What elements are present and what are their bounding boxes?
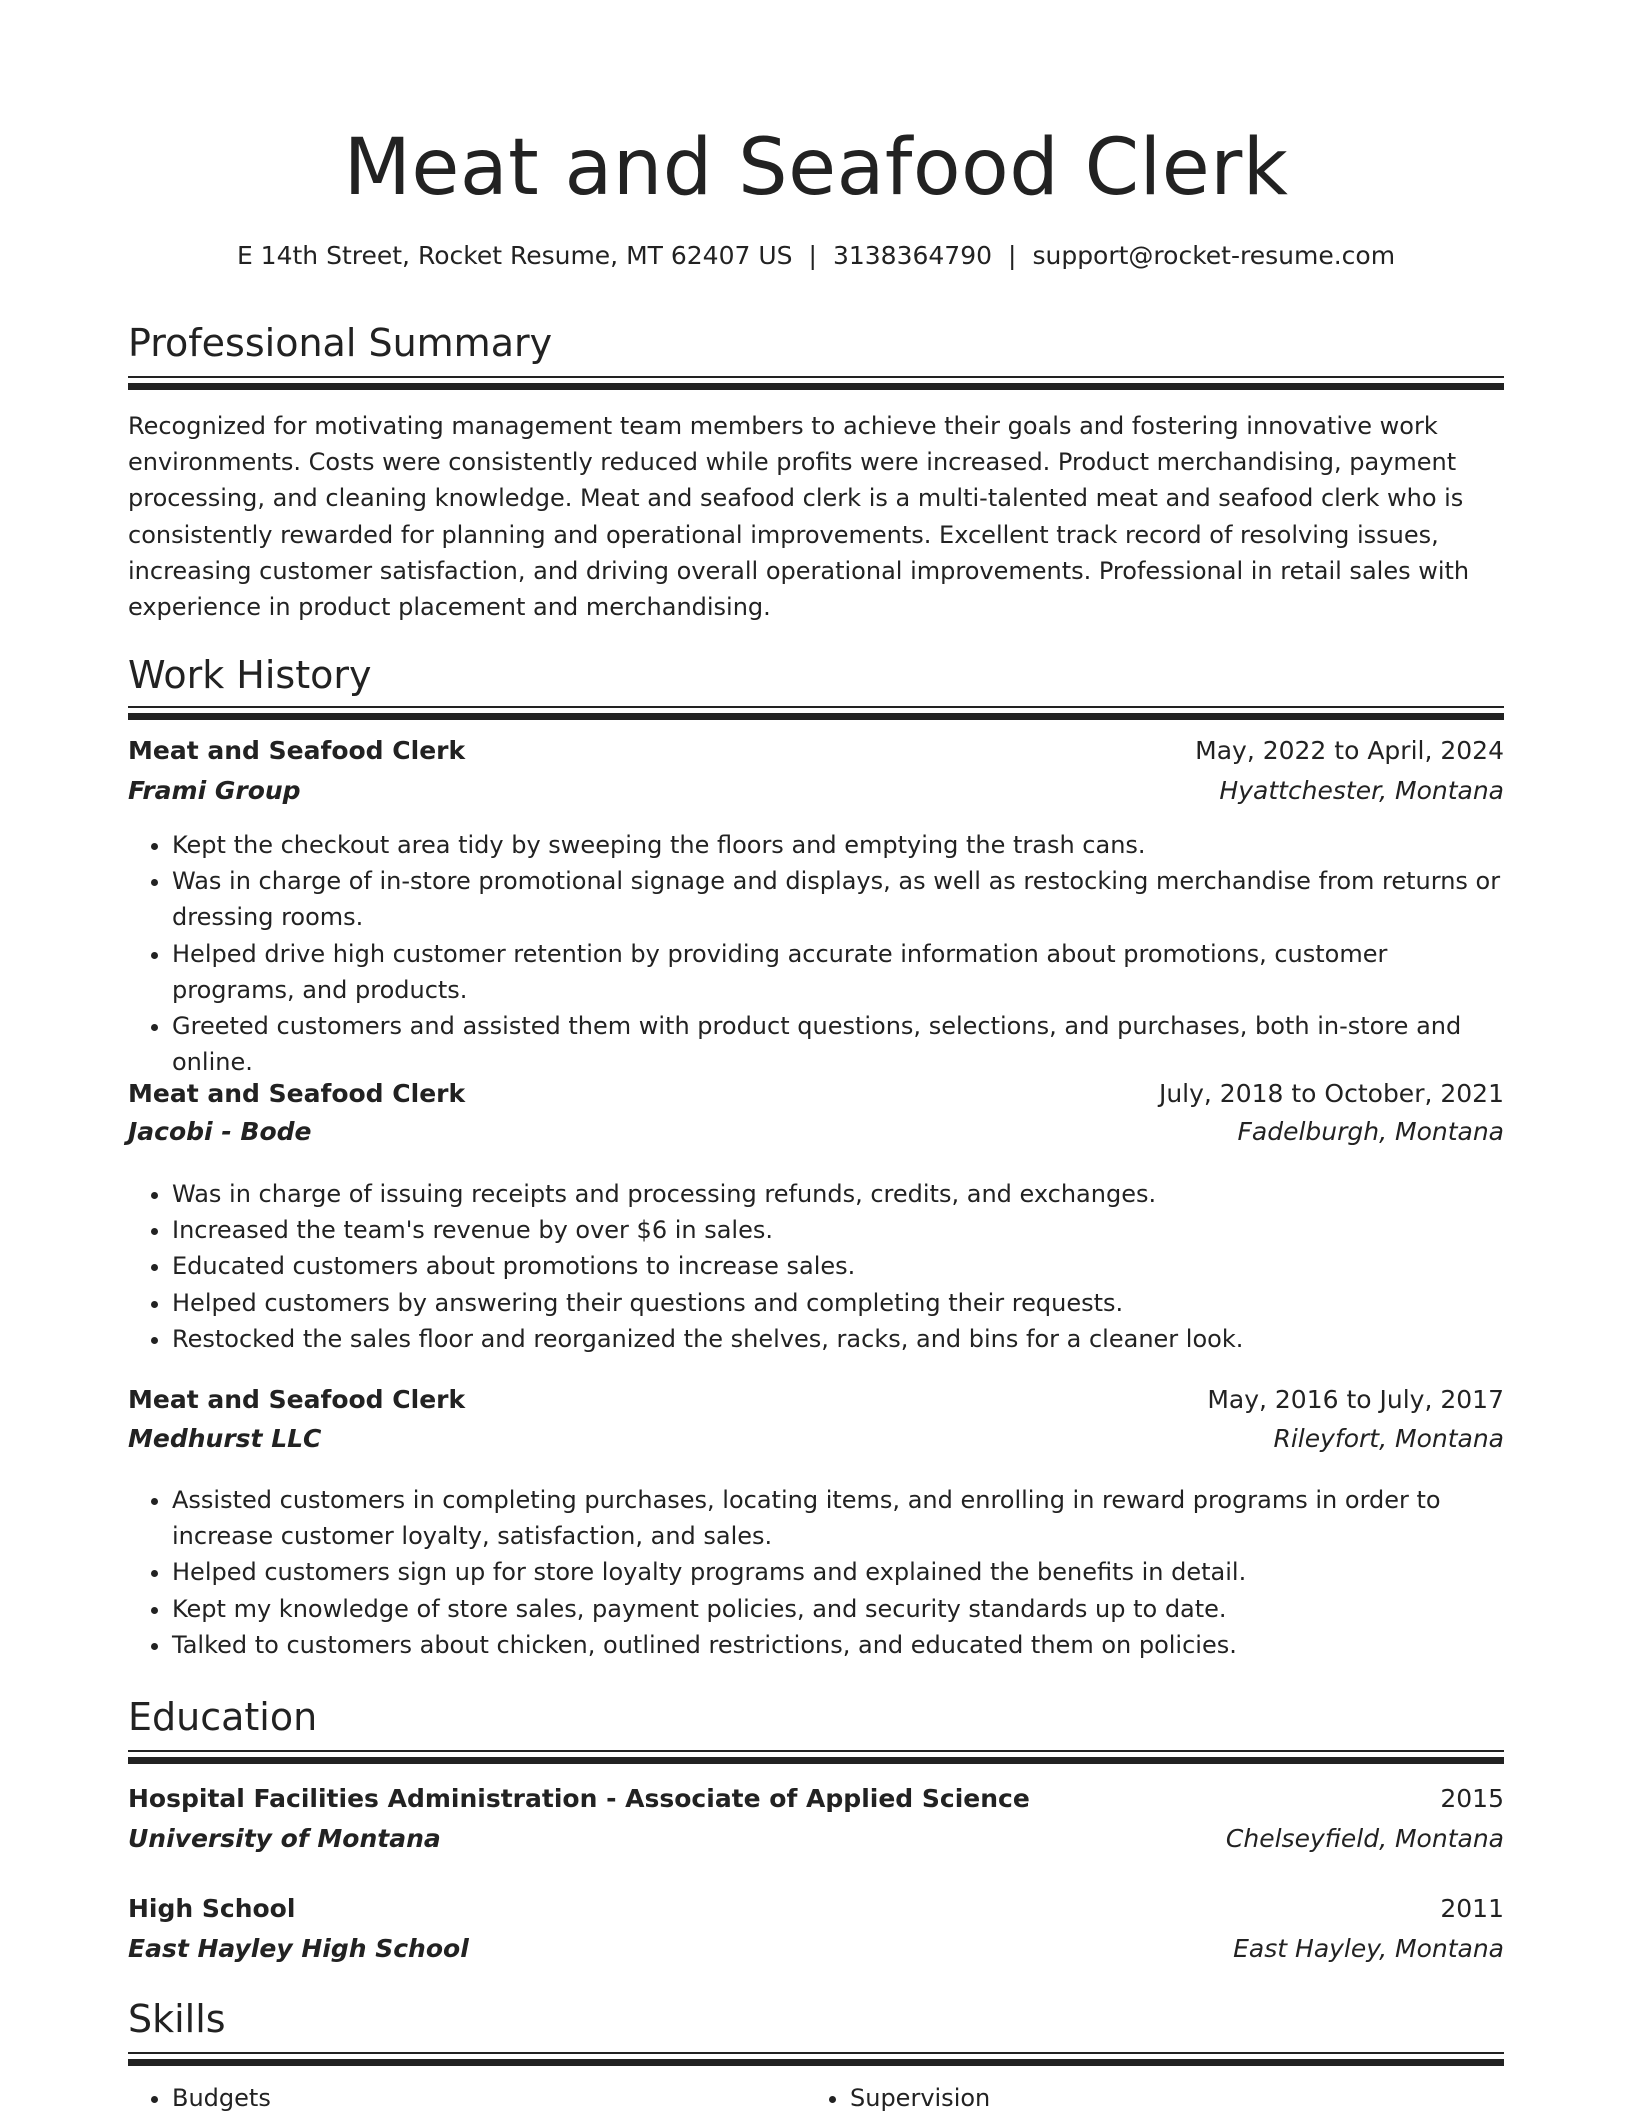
job-bullet: • Educated customers about promotions to increase sales. <box>172 1248 1504 1284</box>
education-school: University of Montana <box>128 1823 441 1853</box>
job-bullet: • Talked to customers about chicken, outlined restrictions, and educated them on policies. <box>172 1627 1504 1663</box>
education-year: 2015 <box>1440 1783 1504 1813</box>
job-company: Frami Group <box>128 775 301 805</box>
job-title: Meat and Seafood Clerk <box>128 1384 466 1414</box>
job-company: Jacobi - Bode <box>128 1116 312 1146</box>
job-company: Medhurst LLC <box>128 1423 322 1453</box>
section-heading-summary: Professional Summary <box>128 321 553 365</box>
education-school: East Hayley High School <box>128 1933 469 1963</box>
education-degree: Hospital Facilities Administration - Associate of Applied Science <box>128 1783 1030 1813</box>
contact-phone: 3138364790 <box>832 241 993 270</box>
education-degree: High School <box>128 1893 296 1923</box>
job-location: Rileyfort, Montana <box>1273 1423 1504 1453</box>
job-bullets <box>128 1176 1504 1357</box>
skill-item: • Budgets <box>172 2080 806 2116</box>
education-header <box>128 1889 1504 1927</box>
summary-text: Recognized for motivating management team members to achieve their goals and fostering innovative work environments. Costs were consistently reduced while profits were increased. Product merchandising, payment processing, and cleaning knowledge. Meat and seafood clerk is a multi-talented meat and seafood clerk who is consistently rewarded for planning and operational improvements. Excellent track record of resolving issues, increasing customer satisfaction, and driving overall operational improvements. Professional in retail sales with experience in product placement and merchandising. <box>128 412 1470 622</box>
job-location: Hyattchester, Montana <box>1219 775 1504 805</box>
job-subheader <box>128 1112 1504 1150</box>
education-header <box>128 1779 1504 1817</box>
section-rule <box>128 706 1504 720</box>
job-bullet: • Greeted customers and assisted them with product questions, selections, and purchases, both in-store and online. <box>172 1008 1504 1080</box>
contact-email: support@rocket-resume.com <box>1032 241 1396 270</box>
skill-item: • Supervision <box>850 2080 1484 2116</box>
job-dates: May, 2022 to April, 2024 <box>1195 735 1504 765</box>
section-heading-skills: Skills <box>128 1997 226 2041</box>
section-rule <box>128 2052 1504 2066</box>
job-bullets <box>128 827 1504 1080</box>
resume-name: Meat and Seafood Clerk <box>343 123 1289 213</box>
job-bullet: • Helped customers sign up for store loyalty programs and explained the benefits in detail. <box>172 1554 1504 1590</box>
education-year: 2011 <box>1440 1893 1504 1923</box>
job-bullet: • Was in charge of in-store promotional signage and displays, as well as restocking merchandise from returns or dressing rooms. <box>172 863 1504 935</box>
contact-separator: | <box>1008 241 1017 270</box>
job-bullet: • Kept my knowledge of store sales, payment policies, and security standards up to date. <box>172 1591 1504 1627</box>
job-title: Meat and Seafood Clerk <box>128 1078 466 1108</box>
skills-column <box>806 2080 1484 2120</box>
job-bullet: • Helped drive high customer retention by providing accurate information about promotions, customer programs, and products. <box>172 936 1504 1008</box>
section-heading-education: Education <box>128 1695 318 1739</box>
education-subheader <box>128 1819 1504 1857</box>
job-bullet: • Helped customers by answering their questions and completing their requests. <box>172 1285 1504 1321</box>
job-bullet: • Kept the checkout area tidy by sweeping the floors and emptying the trash cans. <box>172 827 1504 863</box>
skills-column <box>128 2080 806 2120</box>
job-bullet: • Increased the team's revenue by over $6 in sales. <box>172 1212 1504 1248</box>
job-header <box>128 731 1504 769</box>
job-bullet: • Assisted customers in completing purchases, locating items, and enrolling in reward programs in order to increase customer loyalty, satisfaction, and sales. <box>172 1482 1504 1554</box>
education-subheader <box>128 1929 1504 1967</box>
job-header <box>128 1380 1504 1418</box>
section-rule <box>128 1750 1504 1764</box>
job-bullet: • Was in charge of issuing receipts and processing refunds, credits, and exchanges. <box>172 1176 1504 1212</box>
job-subheader <box>128 771 1504 809</box>
education-location: East Hayley, Montana <box>1233 1933 1504 1963</box>
job-bullets <box>128 1482 1504 1663</box>
education-location: Chelseyfield, Montana <box>1225 1823 1504 1853</box>
job-dates: May, 2016 to July, 2017 <box>1207 1384 1504 1414</box>
skills-list <box>128 2080 1504 2120</box>
section-rule <box>128 376 1504 390</box>
contact-address: E 14th Street, Rocket Resume, MT 62407 US <box>236 241 793 270</box>
job-title: Meat and Seafood Clerk <box>128 735 466 765</box>
contact-separator: | <box>808 241 817 270</box>
contact-line <box>0 238 1632 274</box>
job-bullet: • Restocked the sales floor and reorganized the shelves, racks, and bins for a cleaner look. <box>172 1321 1504 1357</box>
job-dates: July, 2018 to October, 2021 <box>1158 1078 1504 1108</box>
job-header <box>128 1074 1504 1112</box>
job-location: Fadelburgh, Montana <box>1237 1116 1504 1146</box>
section-heading-work: Work History <box>128 653 372 697</box>
job-subheader <box>128 1419 1504 1457</box>
